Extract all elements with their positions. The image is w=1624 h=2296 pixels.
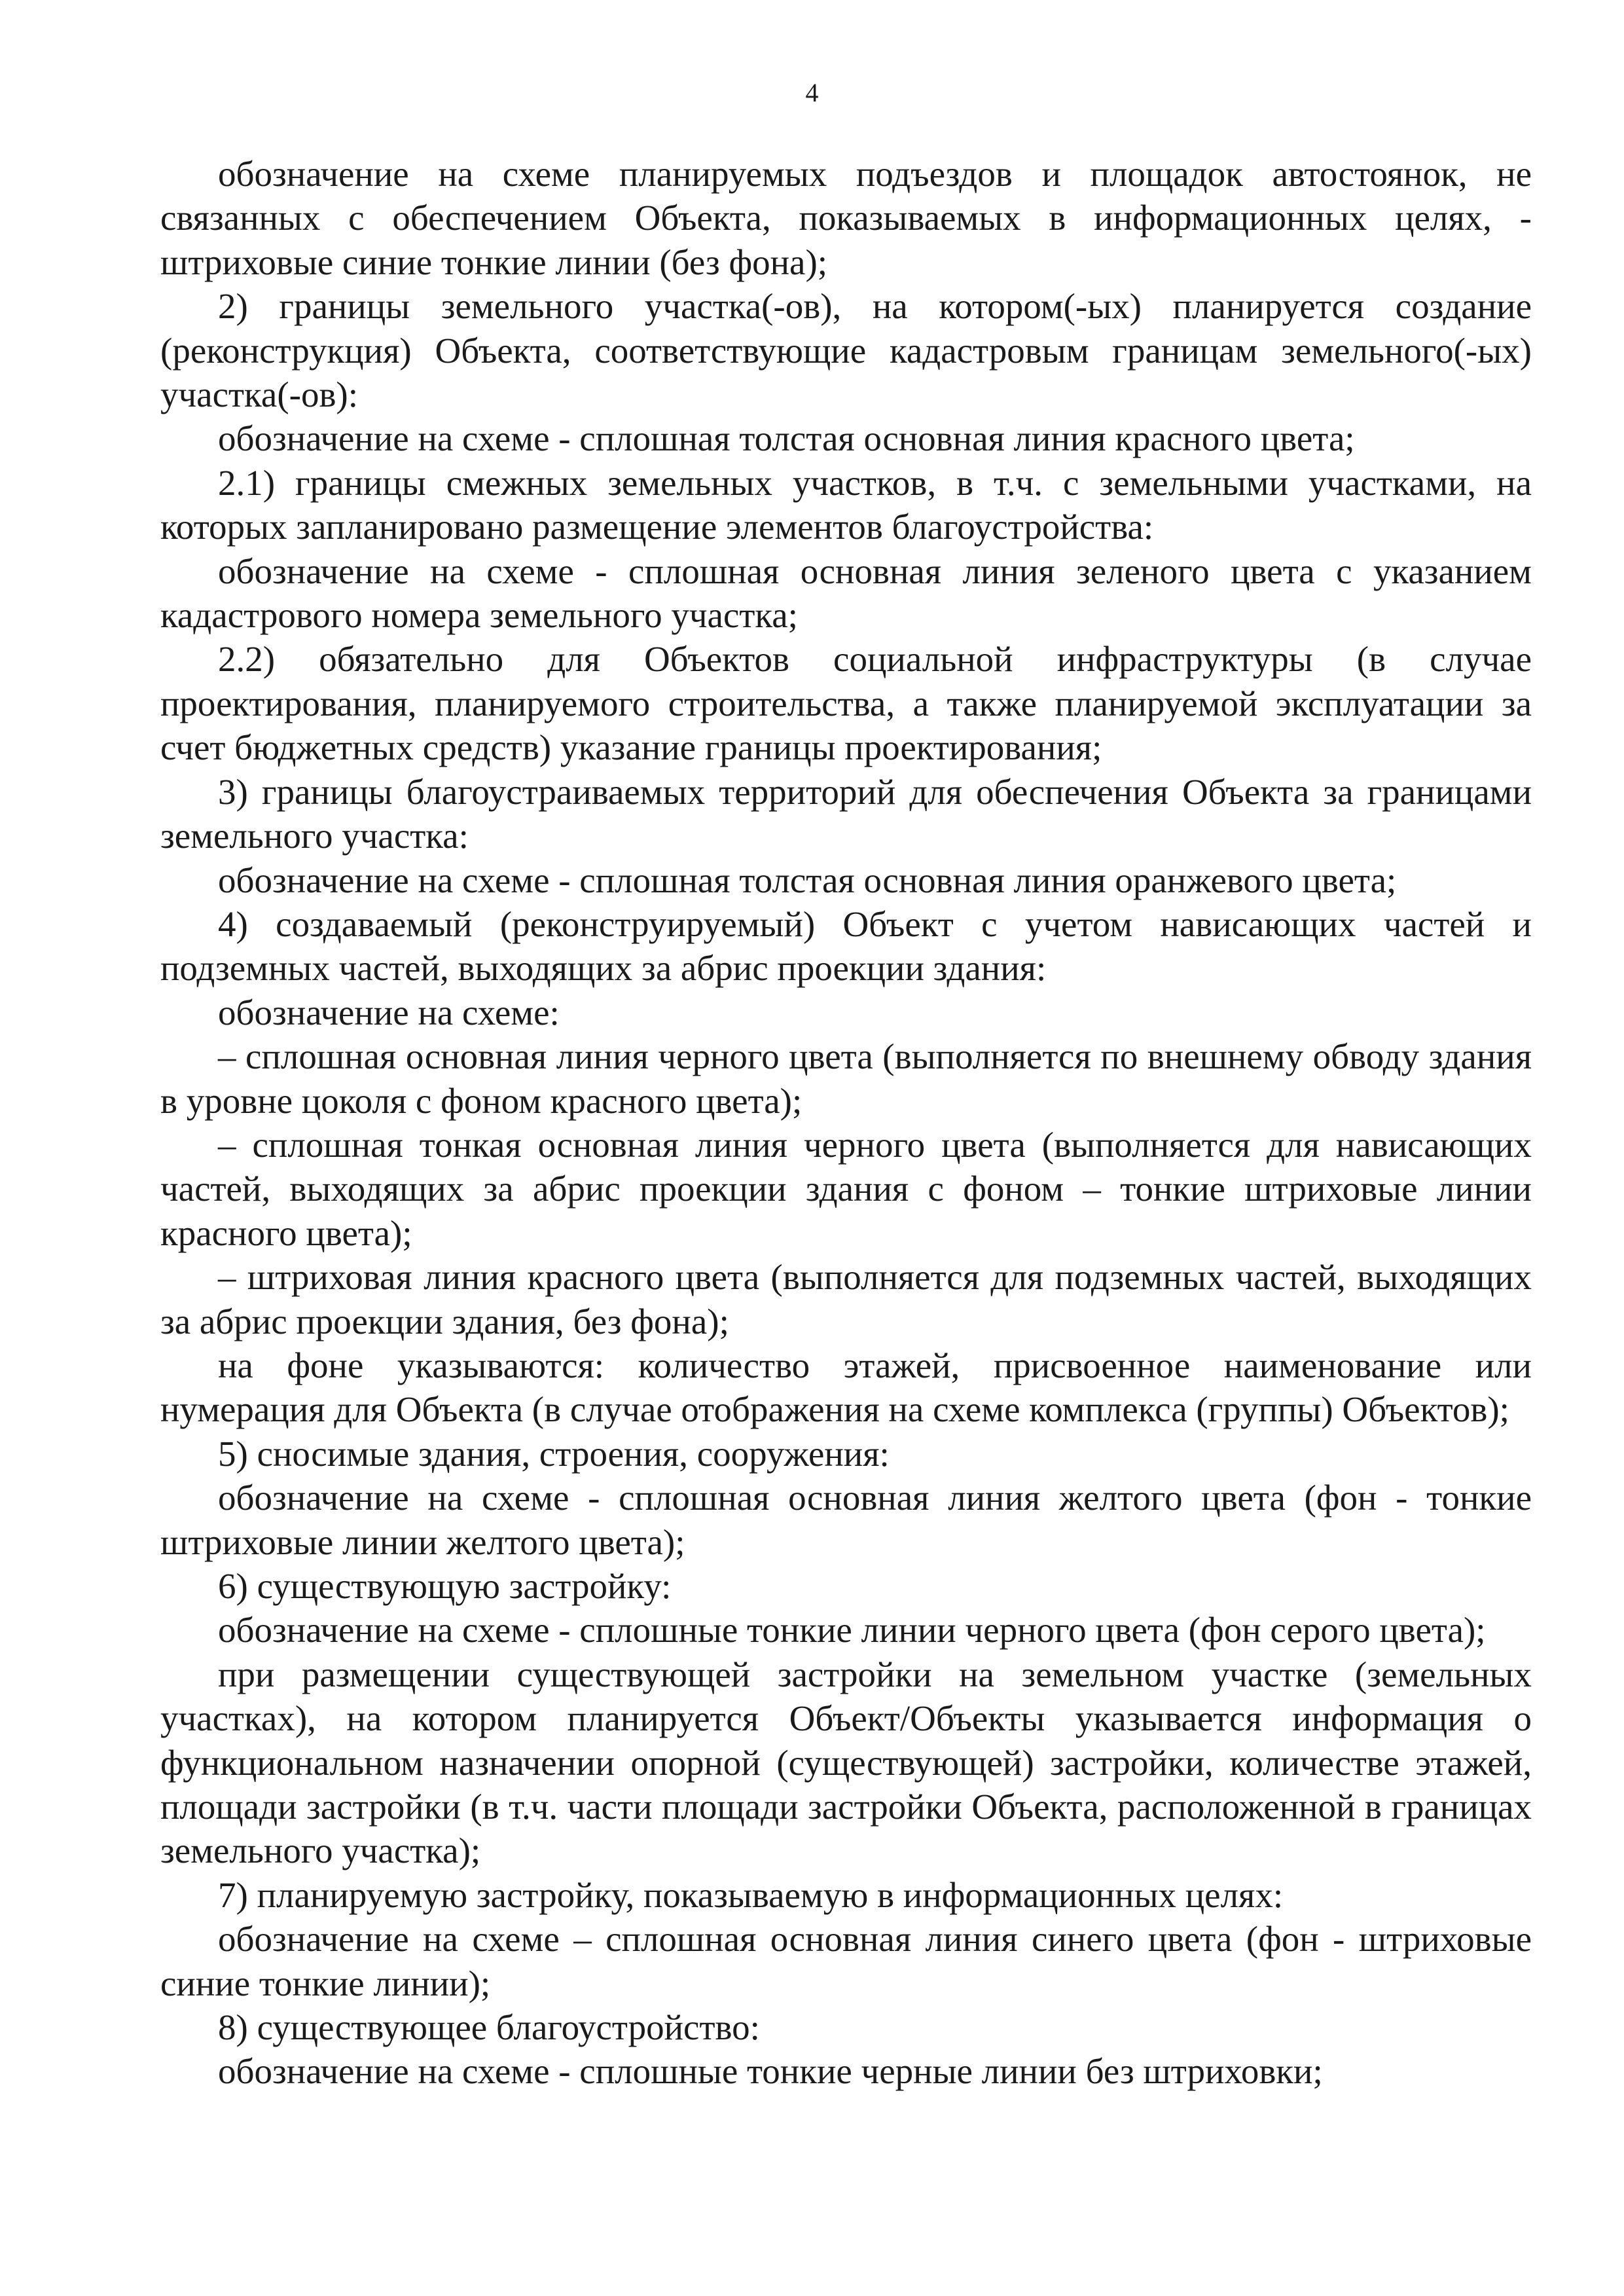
paragraph: 5) сносимые здания, строения, сооружения: [218,1433,890,1474]
paragraph: обозначение на схеме – сплошная основная линия синего цвета (фон - штриховые синие тонкие линии); [160,1919,1532,2003]
paragraph: 6) существующую застройку: [218,1566,672,1606]
paragraph: обозначение на схеме - сплошные тонкие черные линии без штриховки; [218,2051,1323,2092]
paragraph: – штриховая линия красного цвета (выполняется для подземных частей, выходящих за абрис проекции здания, без фона); [160,1257,1532,1341]
paragraph: обозначение на схеме - сплошные тонкие линии черного цвета (фон серого цвета); [218,1610,1486,1650]
paragraph: 3) границы благоустраиваемых территорий для обеспечения Объекта за границами земельного участка: [160,771,1532,856]
paragraph: на фоне указываются: количество этажей, присвоенное наименование или нумерация для Объекта (в случае отображения на схеме комплекса (группы) Объектов); [160,1345,1532,1430]
paragraph: обозначение на схеме - сплошная толстая основная линия красного цвета; [218,418,1355,459]
paragraph: обозначение на схеме планируемых подъездов и площадок автостоянок, не связанных с обеспечением Объекта, показываемых в информационных целях, - штриховые синие тонкие линии (без фона); [160,154,1532,282]
paragraph: обозначение на схеме - сплошная основная линия желтого цвета (фон - тонкие штриховые линии желтого цвета); [160,1478,1532,1562]
paragraph: обозначение на схеме: [218,992,560,1032]
paragraph: 4) создаваемый (реконструируемый) Объект с учетом нависающих частей и подземных частей, выходящих за абрис проекции здания: [160,903,1532,989]
paragraph: обозначение на схеме - сплошная основная линия зеленого цвета с указанием кадастрового номера земельного участка; [160,551,1532,636]
paragraph: обозначение на схеме - сплошная толстая основная линия оранжевого цвета; [218,860,1397,900]
paragraph: 2) границы земельного участка(-ов), на котором(-ых) планируется создание (реконструкция) Объекта, соответствующие кадастровым границам земельного(-ых) участка(-ов): [160,286,1532,415]
paragraph: 2.1) границы смежных земельных участков, в т.ч. с земельными участками, на которых запланировано размещение элементов благоустройства: [160,462,1532,547]
paragraph: – сплошная основная линия черного цвета (выполняется по внешнему обводу здания в уровне цоколя с фоном красного цвета); [160,1036,1532,1121]
document-body [160,152,1532,2094]
paragraph: – сплошная тонкая основная линия черного цвета (выполняется для нависающих частей, выходящих за абрис проекции здания с фоном – тонкие штриховые линии красного цвета); [160,1124,1532,1253]
page-number: 4 [805,78,819,107]
paragraph: 8) существующее благоустройство: [218,2007,760,2048]
paragraph: 7) планируемую застройку, показываемую в информационных целях: [218,1874,1284,1915]
paragraph: при размещении существующей застройки на земельном участке (земельных участках), на котором планируется Объект/Объекты указывается информация о функциональном назначении опорной (существующей) застройки, количестве этажей, площади застройки (в т.ч. части площади застройки Объекта, расположенной в границах земельного участка); [160,1654,1532,1871]
paragraph: 2.2) обязательно для Объектов социальной инфраструктуры (в случае проектирования, планируемого строительства, а также планируемой эксплуатации за счет бюджетных средств) указание границы проектирования; [160,639,1532,768]
